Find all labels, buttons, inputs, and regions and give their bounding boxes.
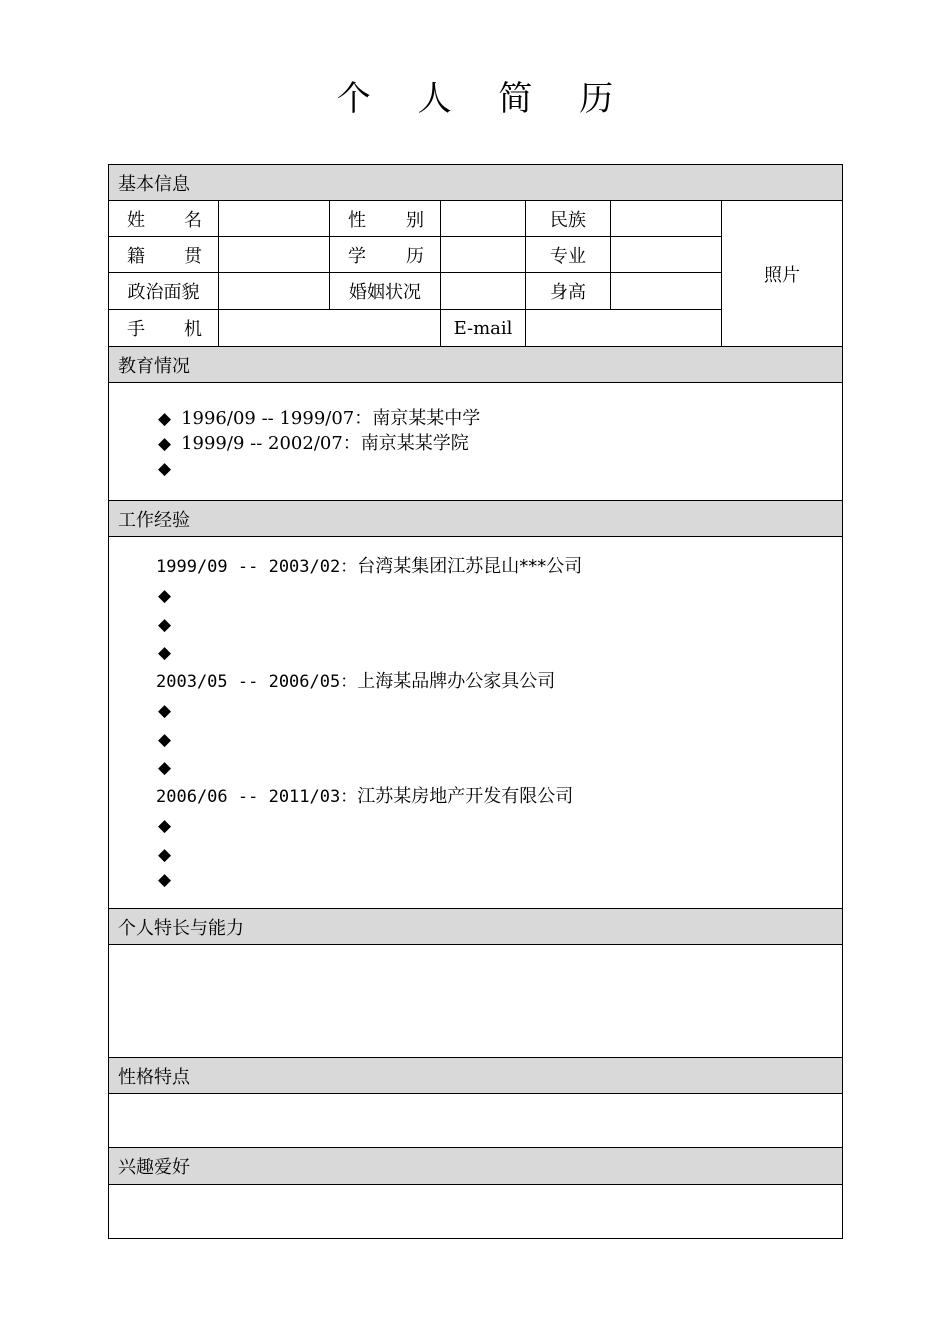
work-dates: 2006/06 -- 2011/03： [156, 787, 358, 807]
hobbies-body[interactable] [108, 1184, 843, 1239]
gender-label-char-2: 别 [406, 209, 424, 231]
skills-body[interactable] [108, 944, 843, 1058]
origin-label-char-2: 贯 [184, 245, 202, 267]
gender-label [329, 200, 441, 237]
resume-sheet [108, 164, 843, 1239]
education-school: 南京某某学院 [360, 433, 469, 454]
marital-label: 婚姻状况 [329, 272, 441, 310]
diamond-bullet-icon: ◆ [158, 816, 172, 836]
diamond-bullet-icon: ◆ [158, 434, 172, 454]
height-label: 身高 [525, 272, 611, 310]
origin-label [108, 236, 219, 273]
degree-label-char-1: 学 [348, 245, 366, 267]
major-field[interactable] [610, 236, 722, 273]
diamond-bullet-icon: ◆ [158, 586, 172, 606]
ethnicity-field[interactable] [610, 200, 722, 237]
phone-label-char-1: 手 [127, 319, 145, 340]
phone-label [108, 309, 219, 347]
diamond-bullet-icon: ◆ [158, 409, 172, 429]
work-company: 上海某品牌办公家具公司 [357, 671, 556, 692]
major-label: 专业 [525, 236, 611, 273]
height-field[interactable] [610, 272, 722, 310]
section-header-work: 工作经验 [108, 500, 843, 537]
work-dates: 2003/05 -- 2006/05： [156, 672, 358, 692]
section-header-basic: 基本信息 [108, 164, 843, 201]
email-field[interactable] [525, 309, 722, 347]
education-item [158, 457, 181, 481]
diamond-bullet-icon: ◆ [158, 870, 172, 890]
diamond-bullet-icon: ◆ [158, 643, 172, 663]
personality-body[interactable] [108, 1093, 843, 1148]
name-label-char-2: 名 [184, 209, 202, 231]
name-field[interactable] [218, 200, 330, 237]
politics-field[interactable] [218, 272, 330, 310]
marital-field[interactable] [440, 272, 526, 310]
education-school: 南京某某中学 [372, 408, 481, 429]
ethnicity-label: 民族 [525, 200, 611, 237]
phone-field[interactable] [218, 309, 441, 347]
diamond-bullet-icon: ◆ [158, 730, 172, 750]
origin-field[interactable] [218, 236, 330, 273]
diamond-bullet-icon: ◆ [158, 701, 172, 721]
section-header-skills: 个人特长与能力 [108, 908, 843, 945]
work-company: 江苏某房地产开发有限公司 [357, 786, 574, 807]
diamond-bullet-icon: ◆ [158, 615, 172, 635]
education-dates: 1996/09 -- 1999/07： [181, 408, 373, 429]
diamond-bullet-icon: ◆ [158, 758, 172, 778]
diamond-bullet-icon: ◆ [158, 459, 172, 479]
politics-label: 政治面貌 [108, 272, 219, 310]
gender-field[interactable] [440, 200, 526, 237]
section-header-education: 教育情况 [108, 346, 843, 383]
work-body [108, 536, 843, 909]
education-dates: 1999/9 -- 2002/07： [181, 433, 361, 454]
diamond-bullet-icon: ◆ [158, 845, 172, 865]
degree-field[interactable] [440, 236, 526, 273]
section-header-personality: 性格特点 [108, 1057, 843, 1094]
education-item [158, 407, 480, 431]
education-body [108, 382, 843, 501]
name-label [108, 200, 219, 237]
work-item-heading [156, 555, 582, 579]
work-item-heading [156, 785, 573, 809]
section-header-hobbies: 兴趣爱好 [108, 1147, 843, 1185]
photo-box[interactable]: 照片 [721, 200, 843, 347]
degree-label-char-2: 历 [406, 245, 424, 267]
email-label: E-mail [440, 309, 526, 347]
page-title: 个 人 简 历 [336, 79, 632, 119]
name-label-char-1: 姓 [127, 209, 145, 231]
work-dates: 1999/09 -- 2003/02： [156, 557, 358, 577]
phone-label-char-2: 机 [184, 319, 202, 340]
work-item-heading [156, 670, 555, 694]
work-company: 台湾某集团江苏昆山***公司 [357, 556, 583, 577]
degree-label [329, 236, 441, 273]
education-item [158, 432, 469, 456]
origin-label-char-1: 籍 [127, 245, 145, 267]
gender-label-char-1: 性 [348, 209, 366, 231]
